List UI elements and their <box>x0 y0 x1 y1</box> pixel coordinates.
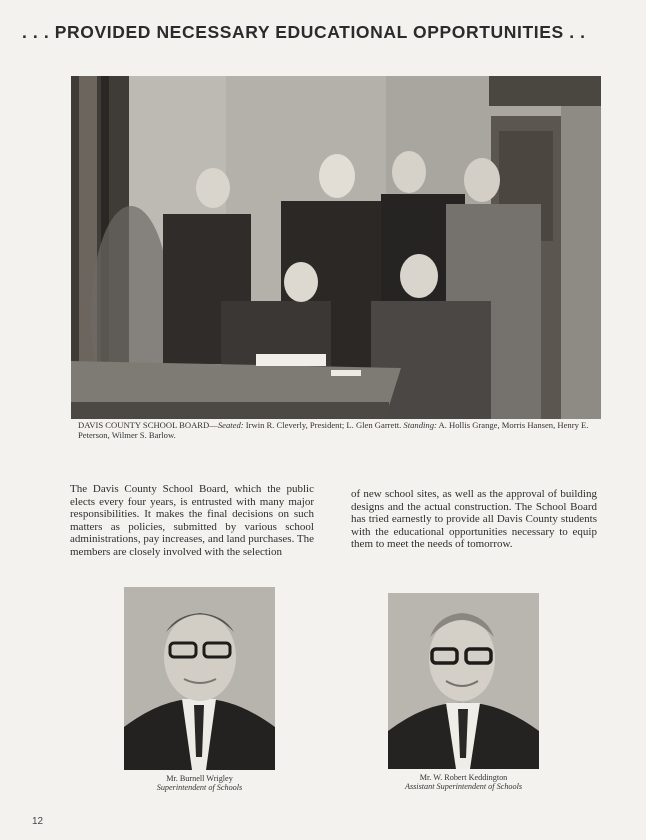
portrait-2-title: Assistant Superintendent of Schools <box>404 782 523 792</box>
caption-seated-names: Irwin R. Cleverly, President; L. Glen Garrett. <box>243 420 402 430</box>
portrait-assistant-superintendent-caption <box>378 773 549 792</box>
portrait-superintendent <box>124 587 275 770</box>
caption-standing-label: Standing: <box>401 420 437 430</box>
page-headline: . . . PROVIDED NECESSARY EDUCATIONAL OPPORTUNITIES . . <box>22 22 586 42</box>
group-photo-caption <box>78 420 598 440</box>
portrait-1-title: Superintendent of Schools <box>156 783 243 793</box>
caption-standing-names: A. Hollis Grange, Morris Hansen, Henry E. Peterson, Wilmer S. Barlow. <box>78 420 589 440</box>
page-number: 12 <box>32 816 44 827</box>
caption-seated-label: Seated: <box>217 420 244 430</box>
portrait-1-name: Mr. Burnell Wrigley <box>166 774 233 783</box>
portrait-assistant-superintendent <box>388 593 539 769</box>
body-text-right-column: of new school sites, as well as the approval of building designs and the actual construction. The School Board has tried earnestly to provide all Davis County students with the educational opportunities necessary to equip them to meet the needs of tomorrow. <box>351 488 597 551</box>
body-text-left-column: The Davis County School Board, which the public elects every four years, is entrusted with many major responsibilities. It makes the final decisions on such matters as policies, submitted by various school administrations, pay increases, and land purchases. The members are closely involved with the selection <box>70 483 314 558</box>
portrait-superintendent-caption <box>124 774 275 793</box>
school-board-group-photo <box>71 76 601 419</box>
caption-lead: DAVIS COUNTY SCHOOL BOARD— <box>78 420 218 430</box>
portrait-2-name: Mr. W. Robert Keddington <box>419 773 508 782</box>
